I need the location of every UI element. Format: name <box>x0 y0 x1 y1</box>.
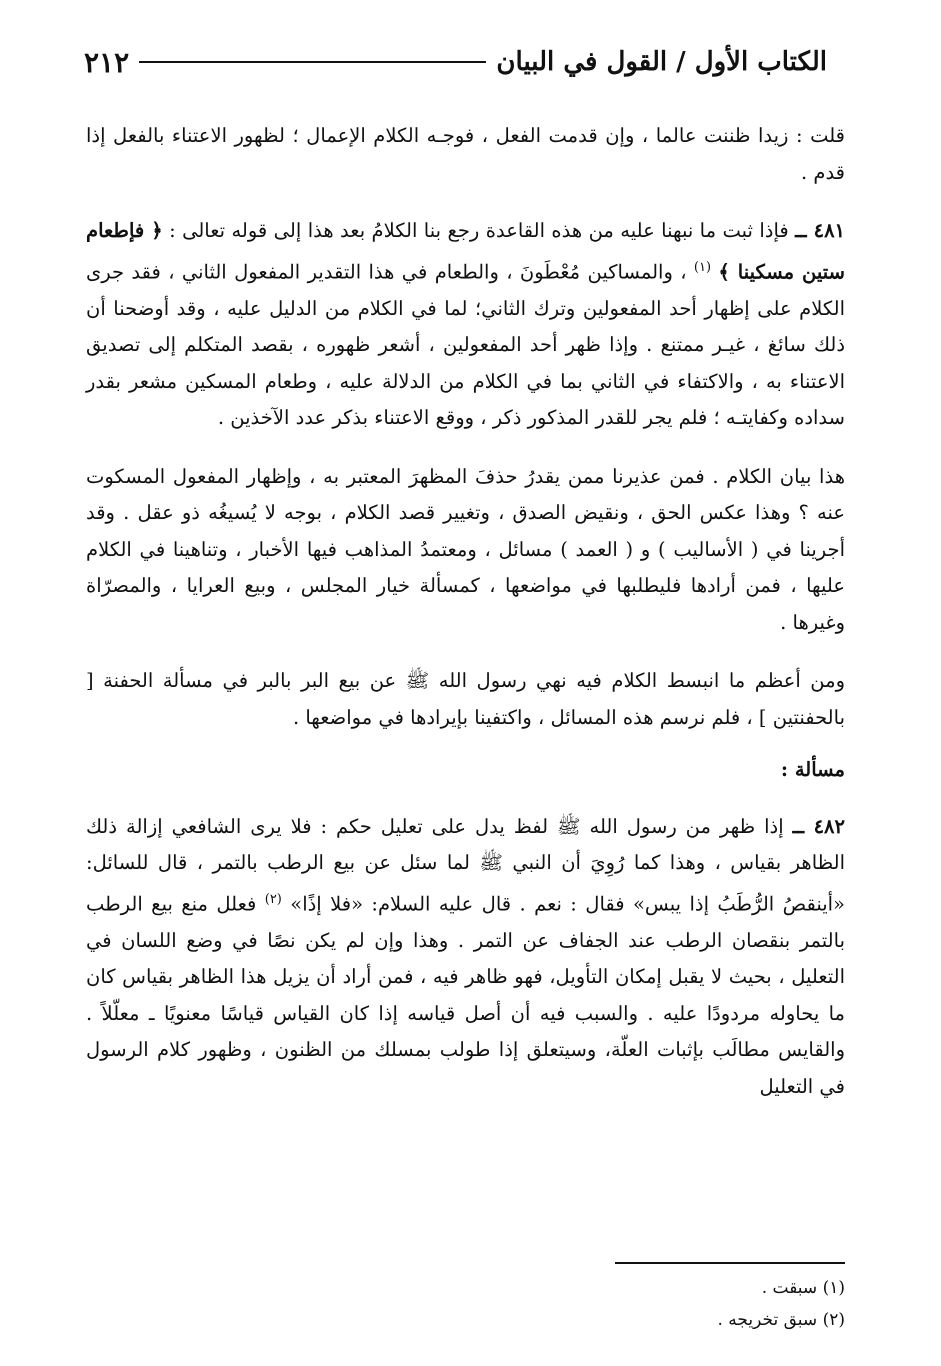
paragraph-481-text-b: ، والمساكين مُعْطَونَ ، والطعام في هذا التقدير المفعول الثاني ، فقد جرى الكلام على إظهار أحد المفعولين وترك الثاني؛ لما في الكلام من الدليل عليه ، وقد أوضحنا أن ذلك سائغ ، غيـر ممتنع . وإذا ظهر أحد المفعولين ، أشعر ظهوره ، بقصد المتكلم إلى تصديق الاعتناء به ، والاكتفاء في الثاني بما في الكلام من الدلالة عليه ، وطعام المسكين مشعر بقدر سداده وكفايتـه ؛ فلم يجر للقدر المذكور ذكر ، ووقع الاعتناء بذكر عدد الآخذين . <box>86 260 845 429</box>
header-rule <box>139 61 486 63</box>
paragraph-3: هذا بيان الكلام . فمن عذيرنا ممن يقدرُ حذفَ المظهرَ المعتبر به ، وإظهار المفعول المسكوت عنه ؟ وهذا عكس الحق ، ونقيض الصدق ، وتغيير قصد الكلام ، بوجه لا يُسيغُه ذو عقل . وقد أجرينا في ( الأساليب ) و ( العمد ) مسائل ، ومعتمدُ المذاهب فيها الأخبار ، وتناهينا في الكلام عليها ، فمن أرادها فليطلبها في مواضعها ، كمسألة خيار المجلس ، وبيع العرايا ، والمصرّاة وغيرها . <box>86 464 845 634</box>
footnote-ref-1: (١) <box>693 259 712 275</box>
footnote-1: (١) سبقت . <box>761 1278 845 1298</box>
paragraph-481-text-a: فإذا ثبت ما نبهنا عليه من هذه القاعدة رجع بنا الكلامُ بعد هذا إلى قوله تعالى : <box>162 219 789 242</box>
paragraph-482-text-a: إذا ظهر من رسول الله ﷺ لفظ يدل على تعليل حكم : فلا يرى الشافعي إزالة ذلك الظاهر بقياس ، وهذا كما رُوِيَ أن النبي ﷺ لما سئل عن بيع الرطب بالتمر ، قال للسائل: «أينقصُ الرُّطَبُ إذا يبس» فقال : نعم . قال عليه السلام: «فلا إذًا» <box>86 814 845 915</box>
running-title: الكتاب الأول / القول في البيان <box>496 47 827 77</box>
main-text <box>86 118 845 1127</box>
quran-quote: ﴿ فإطعام ستين مسكينا ﴾ <box>86 219 845 283</box>
paragraph-4: ومن أعظم ما انبسط الكلام فيه نهي رسول الله ﷺ عن بيع البر بالبر في مسألة الحفنة [ بالحفنتين ] ، فلم نرسم هذه المسائل ، واكتفينا بإيرادها في مواضعها . <box>86 669 845 729</box>
page-number: ٢١٢ <box>84 45 130 79</box>
section-number-482: ٤٨٢ ــ <box>792 814 845 838</box>
footnote-ref-2: (٢) <box>264 891 282 907</box>
footnote-2: (٢) سبق تخريجه . <box>717 1310 845 1330</box>
paragraph-481 <box>86 213 845 437</box>
section-number-481: ٤٨١ ــ <box>795 219 846 242</box>
footnotes <box>86 1272 845 1336</box>
footnote-separator <box>615 1262 845 1264</box>
page-header <box>70 40 841 84</box>
paragraph-482 <box>86 809 845 1106</box>
paragraph-482-text-b: فعلل منع بيع الرطب بالتمر بنقصان الرطب عند الجفاف عن التمر . وهذا وإن لم يكن نصًا في وضع اللسان في التعليل ، بحيث لا يقبل إمكان التأويل، فهو ظاهر فيه ، فمن أراد أن يزيل هذا الظاهر بقياس كان ما يحاوله مردودًا عليه . والسبب فيه أن أصل قياسه إذا كان القياس قياسًا معنويًا ـ معلّلاً . والقايس مطالَب بإثبات العلّة، وسيتعلق إذا طولب بمسلك من الظنون ، وظهور كلام الرسول في التعليل <box>86 892 845 1098</box>
paragraph-1: قلت : زيدا ظننت عالما ، وإن قدمت الفعل ، فوجـه الكلام الإعمال ؛ لظهور الاعتناء بالفعل إذا قدم . <box>86 124 845 184</box>
section-heading: مسألة : <box>780 758 845 781</box>
